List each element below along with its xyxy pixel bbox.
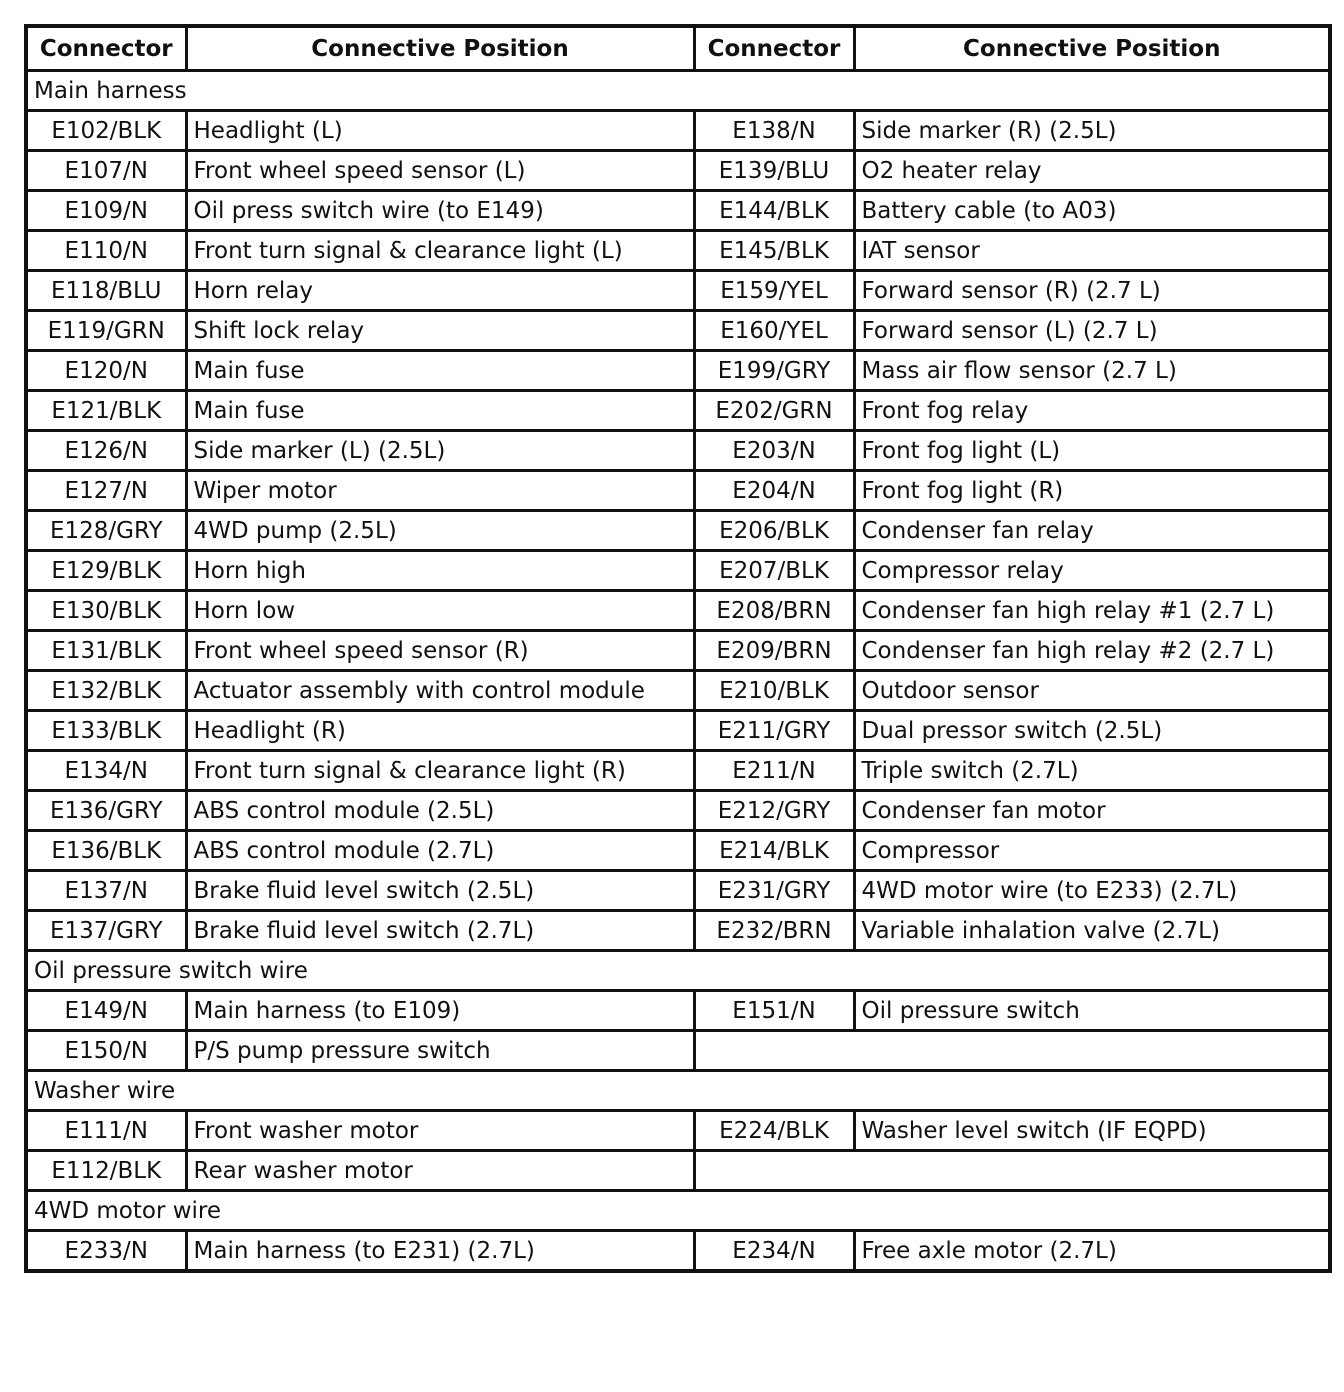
connector-code-right: E204/N [694,471,854,511]
connector-position-left: Side marker (L) (2.5L) [186,431,694,471]
connector-code-left: E119/GRN [26,311,186,351]
connector-position-right: Compressor relay [854,551,1330,591]
connector-code-right: E144/BLK [694,191,854,231]
connector-code-left: E110/N [26,231,186,271]
table-row [26,191,1330,231]
section-title: Oil pressure switch wire [26,951,1330,991]
connector-code-left: E150/N [26,1031,186,1071]
connector-code-left: E126/N [26,431,186,471]
table-row [26,351,1330,391]
connector-code-left: E233/N [26,1231,186,1272]
connector-position-right: Front fog light (R) [854,471,1330,511]
connector-code-left: E149/N [26,991,186,1031]
connector-position-right: Front fog relay [854,391,1330,431]
connector-code-right: E151/N [694,991,854,1031]
connector-position-right: O2 heater relay [854,151,1330,191]
connector-position-right: Condenser fan relay [854,511,1330,551]
connector-code-right: E231/GRY [694,871,854,911]
connector-position-left: Front wheel speed sensor (L) [186,151,694,191]
connector-position-left: Horn relay [186,271,694,311]
connector-code-left: E136/BLK [26,831,186,871]
table-body [26,71,1330,1272]
connector-position-left: 4WD pump (2.5L) [186,511,694,551]
connector-code-right: E160/YEL [694,311,854,351]
table-row [26,991,1330,1031]
connector-position-left: Rear washer motor [186,1151,694,1191]
connector-position-right: Oil pressure switch [854,991,1330,1031]
connector-position-right: Triple switch (2.7L) [854,751,1330,791]
section-row [26,1071,1330,1111]
table-row [26,1031,1330,1071]
connector-code-left: E133/BLK [26,711,186,751]
table-row [26,831,1330,871]
section-title: 4WD motor wire [26,1191,1330,1231]
empty-cell [694,1151,1330,1191]
table-row [26,1151,1330,1191]
connector-position-left: Actuator assembly with control module [186,671,694,711]
connector-code-left: E128/GRY [26,511,186,551]
connector-code-right: E211/N [694,751,854,791]
connector-position-left: Horn high [186,551,694,591]
connector-position-right: 4WD motor wire (to E233) (2.7L) [854,871,1330,911]
connector-table [24,24,1332,1273]
connector-position-right: Side marker (R) (2.5L) [854,111,1330,151]
connector-position-left: Main fuse [186,391,694,431]
connector-code-right: E224/BLK [694,1111,854,1151]
connector-code-right: E209/BRN [694,631,854,671]
table-row [26,311,1330,351]
connector-code-right: E139/BLU [694,151,854,191]
table-row [26,871,1330,911]
header-connector-left: Connector [26,26,186,71]
table-row [26,471,1330,511]
connector-code-right: E202/GRN [694,391,854,431]
connector-position-left: Horn low [186,591,694,631]
connector-position-right: Forward sensor (L) (2.7 L) [854,311,1330,351]
connector-code-left: E118/BLU [26,271,186,311]
table-row [26,431,1330,471]
connector-code-right: E159/YEL [694,271,854,311]
connector-code-left: E137/GRY [26,911,186,951]
connector-code-right: E211/GRY [694,711,854,751]
connector-position-right: Battery cable (to A03) [854,191,1330,231]
connector-position-left: Main harness (to E109) [186,991,694,1031]
connector-position-left: Main harness (to E231) (2.7L) [186,1231,694,1272]
table-row [26,1231,1330,1272]
table-row [26,751,1330,791]
connector-position-right: Front fog light (L) [854,431,1330,471]
table-row [26,631,1330,671]
connector-position-left: Shift lock relay [186,311,694,351]
connector-code-left: E120/N [26,351,186,391]
connector-code-right: E210/BLK [694,671,854,711]
table-row [26,151,1330,191]
connector-position-left: Headlight (L) [186,111,694,151]
table-row [26,591,1330,631]
connector-code-right: E234/N [694,1231,854,1272]
table-row [26,111,1330,151]
connector-code-right: E208/BRN [694,591,854,631]
connector-code-right: E232/BRN [694,911,854,951]
connector-position-left: ABS control module (2.5L) [186,791,694,831]
connector-position-right: Free axle motor (2.7L) [854,1231,1330,1272]
connector-code-left: E134/N [26,751,186,791]
connector-code-right: E214/BLK [694,831,854,871]
connector-code-left: E112/BLK [26,1151,186,1191]
table-row [26,711,1330,751]
empty-cell [694,1031,1330,1071]
section-row [26,1191,1330,1231]
connector-code-right: E212/GRY [694,791,854,831]
connector-code-right: E206/BLK [694,511,854,551]
connector-position-left: P/S pump pressure switch [186,1031,694,1071]
connector-code-left: E109/N [26,191,186,231]
connector-position-right: Condenser fan motor [854,791,1330,831]
connector-code-left: E127/N [26,471,186,511]
connector-position-left: Front turn signal & clearance light (R) [186,751,694,791]
connector-position-right: Outdoor sensor [854,671,1330,711]
section-title: Washer wire [26,1071,1330,1111]
connector-position-right: Washer level switch (IF EQPD) [854,1111,1330,1151]
connector-code-right: E145/BLK [694,231,854,271]
connector-position-right: Condenser fan high relay #1 (2.7 L) [854,591,1330,631]
connector-code-left: E136/GRY [26,791,186,831]
connector-position-right: IAT sensor [854,231,1330,271]
connector-code-right: E207/BLK [694,551,854,591]
table-row [26,551,1330,591]
table-row [26,911,1330,951]
connector-position-right: Mass air flow sensor (2.7 L) [854,351,1330,391]
connector-code-left: E121/BLK [26,391,186,431]
connector-code-left: E102/BLK [26,111,186,151]
connector-code-right: E138/N [694,111,854,151]
section-title: Main harness [26,71,1330,111]
connector-position-left: Wiper motor [186,471,694,511]
connector-position-left: Front turn signal & clearance light (L) [186,231,694,271]
table-row [26,671,1330,711]
header-position-left: Connective Position [186,26,694,71]
connector-code-left: E130/BLK [26,591,186,631]
connector-position-right: Condenser fan high relay #2 (2.7 L) [854,631,1330,671]
connector-code-left: E137/N [26,871,186,911]
connector-position-left: ABS control module (2.7L) [186,831,694,871]
connector-position-left: Main fuse [186,351,694,391]
connector-position-left: Front wheel speed sensor (R) [186,631,694,671]
header-row [26,26,1330,71]
connector-position-left: Headlight (R) [186,711,694,751]
connector-position-right: Compressor [854,831,1330,871]
section-row [26,951,1330,991]
connector-position-right: Forward sensor (R) (2.7 L) [854,271,1330,311]
section-row [26,71,1330,111]
table-row [26,391,1330,431]
table-row [26,511,1330,551]
connector-position-right: Dual pressor switch (2.5L) [854,711,1330,751]
connector-code-left: E107/N [26,151,186,191]
table-row [26,231,1330,271]
connector-position-left: Oil press switch wire (to E149) [186,191,694,231]
connector-position-left: Brake fluid level switch (2.5L) [186,871,694,911]
table-row [26,791,1330,831]
header-connector-right: Connector [694,26,854,71]
header-position-right: Connective Position [854,26,1330,71]
connector-position-left: Brake fluid level switch (2.7L) [186,911,694,951]
connector-position-right: Variable inhalation valve (2.7L) [854,911,1330,951]
table-row [26,1111,1330,1151]
connector-code-right: E203/N [694,431,854,471]
connector-code-left: E111/N [26,1111,186,1151]
connector-code-right: E199/GRY [694,351,854,391]
connector-position-left: Front washer motor [186,1111,694,1151]
connector-code-left: E129/BLK [26,551,186,591]
connector-code-left: E131/BLK [26,631,186,671]
connector-code-left: E132/BLK [26,671,186,711]
table-row [26,271,1330,311]
